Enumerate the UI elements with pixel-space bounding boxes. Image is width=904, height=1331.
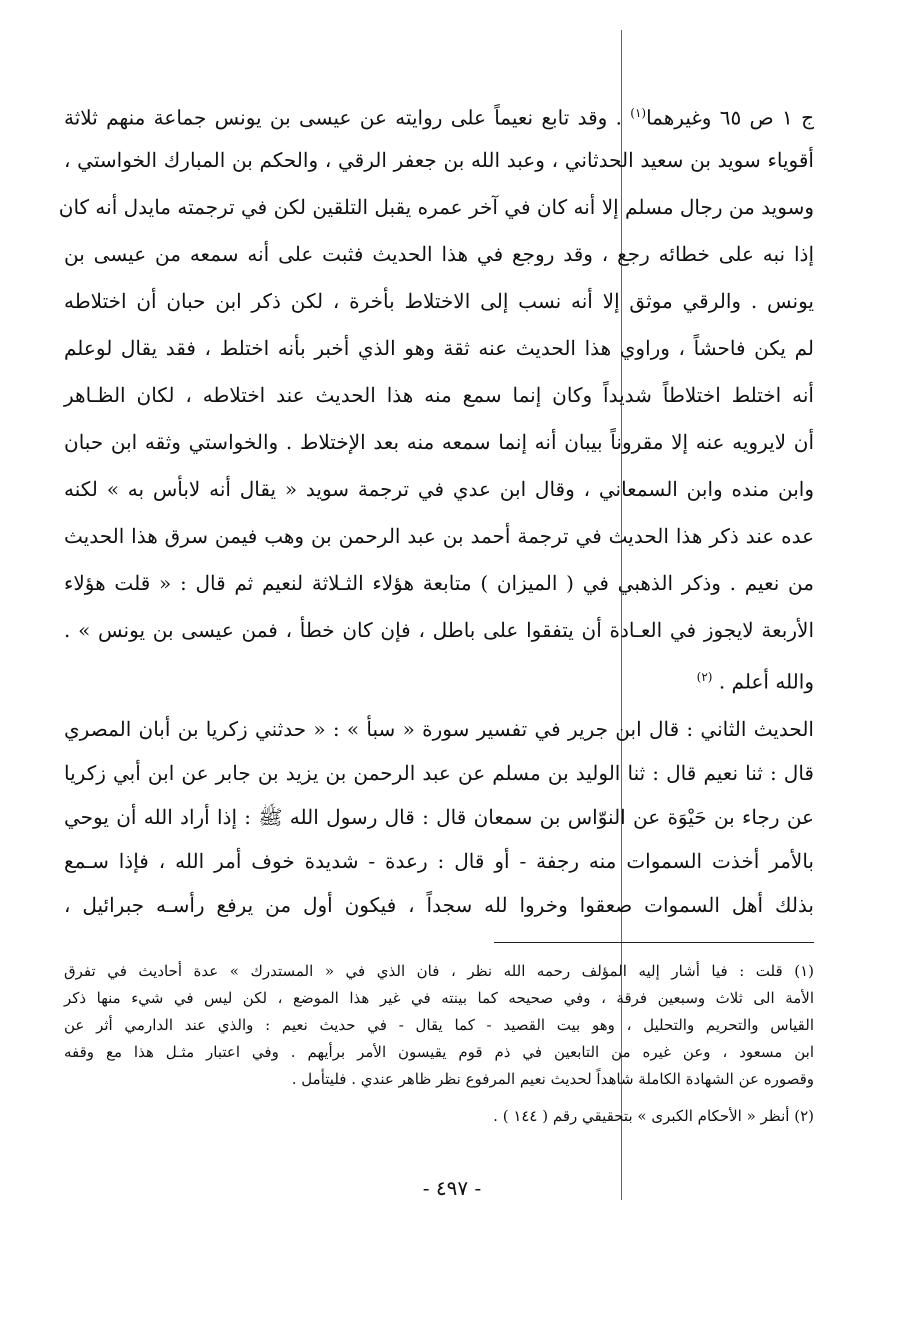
text-line [64,90,814,137]
footnote-marker-1: (١) [630,106,647,120]
text-line: لم يكن فاحشاً ، وراوي هذا الحديث عنه ثقة وهو الذي أخبر بأنه اختلط ، فقد يقال لوعلم [64,336,814,360]
footnote-separator [494,942,814,943]
text-line: عده عند ذكر هذا الحديث في ترجمة أحمد بن عبد الرحمن بن وهب فيمن سرق هذا الحديث [64,524,814,548]
closing-text: والله أعلم . [718,669,814,694]
text-line: بذلك أهل السموات صعقوا وخروا لله سجداً ، فيكون أول من يرفع رأسـه جبرائيل ، [64,893,814,917]
text-line: وسويد من رجال مسلم إلا أنه كان في آخر عمره يقبل التلقين لكن في ترجمته مايدل أنه كان [58,195,814,219]
footnote-line: وقصوره عن الشهادة الكاملة شاهداً لحديث نعيم المرفوع نظر ظاهر عندي . فليتأمل . [291,1070,814,1088]
line-start-text: ج ١ ص ٦٥ وغيرهما [646,105,814,130]
line-rest-text: . وقد تابع نعيماً على روايته عن عيسى بن يونس جماعة منهم ثلاثة [64,105,622,130]
text-line: الأربعة لايجوز في العـادة أن يتفقوا على باطل ، فإن كان خطأ ، فمن عيسى بن يونس » . [64,618,814,642]
text-line: إذا نبه على خطائه رجع ، وقد روجع في هذا الحديث فثبت على أنه سمعه من عيسى بن [64,242,814,266]
footnote-line: (١) قلت : فيا أشار إليه المؤلف رحمه الله نظر ، فان الذي في « المستدرك » عدة أحاديث في تفرق [64,962,814,980]
text-line: وابن منده وابن السمعاني ، وقال ابن عدي في ترجمة سويد « يقال أنه لابأس به » لكنه [64,477,814,501]
footnote-2: (٢) أنظر « الأحكام الكبرى » بتحقيقي رقم ( ١٤٤ ) . [493,1107,814,1125]
footnote-line: الأمة الى ثلاث وسبعين فرقة ، وفي صحيحه كما بينته في غير هذا الموضع ، لكن ليس في شيء منها ذكر [64,989,814,1007]
text-line: يونس . والرقي موثق إلا أنه نسب إلى الاختلاط بأخرة ، لكن ذكر ابن حبان أن اختلاطه [64,289,814,313]
text-line: عن رجاء بن حَيْوَة عن النوّاس بن سمعان قال : قال رسول الله ﷺ : إذا أراد الله أن يوحي [64,805,814,829]
footnote-line: ابن مسعود ، وعن غيره من التابعين في ذم قوم يقيسون الأمر برأيهم . وفي اعتبار مثـل هذا مع وقفه [64,1043,814,1061]
text-line: أقوياء سويد بن سعيد الحدثاني ، وعبد الله بن جعفر الرقي ، والحكم بن المبارك الخواستي ، [64,148,814,172]
footnotes [64,958,814,1130]
footnote-line: القياس والتحريم والتحليل ، وهو بيت القصيد - كما يقال - في حديث نعيم : والذي عند الدارمي أثر عن [64,1016,814,1034]
main-paragraph [58,90,814,701]
text-line: الحديث الثاني : قال ابن جرير في تفسير سورة « سبأ » : « حدثني زكريا بن أبان المصري [64,717,814,741]
text-line: أنه اختلط اختلاطاً شديداً وكان إنما سمع منه هذا الحديث عند اختلاطه ، لكان الظـاهر [64,383,814,407]
hadith-paragraph [64,707,814,927]
footnote-1 [64,958,814,1093]
text-line: أن لايرويه عنه إلا مقروناً بيبان أنه إنما سمعه منه بعد الإختلاط . والخواستي وثقه ابن حبان [64,430,814,454]
text-line [64,654,814,701]
text-line: من نعيم . وذكر الذهبي في ( الميزان ) متابعة هؤلاء الثـلاثة لنعيم ثم قال : « قلت هؤلاء [64,571,814,595]
text-line: بالأمر أخذت السموات منه رجفة - أو قال : رعدة - شديدة خوف أمر الله ، فإذا سـمع [64,849,814,873]
page-number: - ٤٩٧ - [422,1176,482,1200]
footnote-marker-2: (٢) [696,670,713,684]
text-line: قال : ثنا نعيم قال : ثنا الوليد بن مسلم عن عبد الرحمن بن يزيد بن جابر عن ابن أبي زكريا [64,761,814,785]
